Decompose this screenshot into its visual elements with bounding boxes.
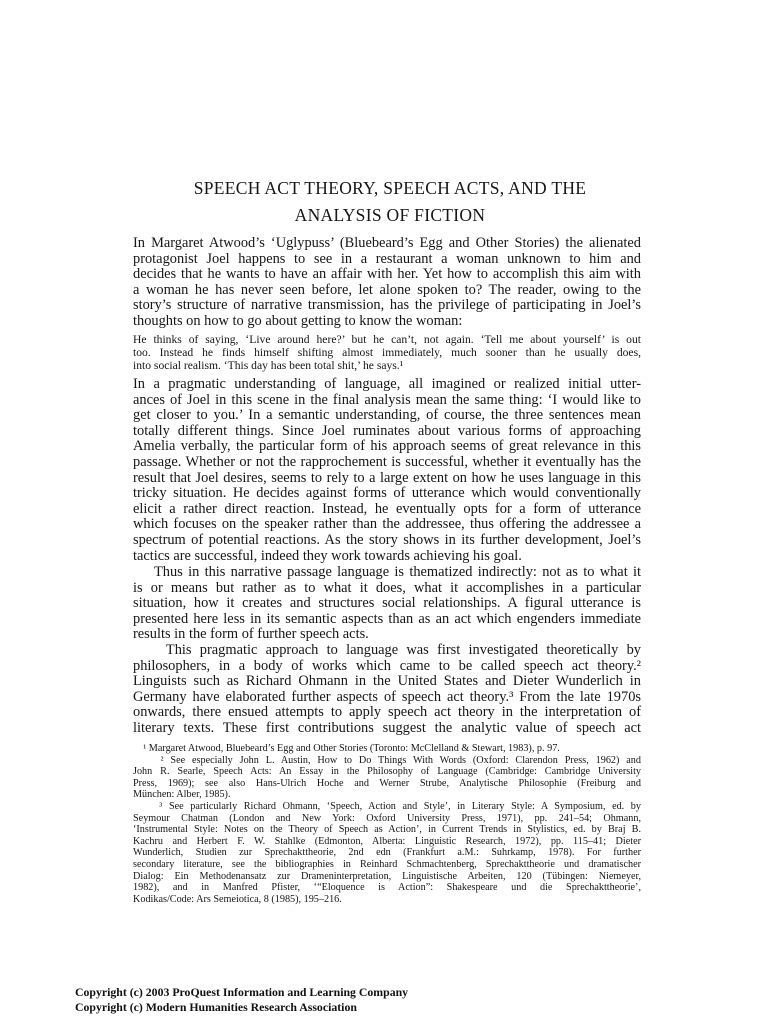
text-line: situation, how it creates and structures social relationships. A figural utterance is	[133, 595, 641, 612]
footnote-line: John R. Searle, Speech Acts: An Essay in the Philosophy of Language (Cambridge: Cambridge University	[133, 766, 641, 778]
text-line: results in the form of further speech acts.	[133, 626, 369, 643]
footnote-line: Kachru and Herbert F. W. Stahlke (Edmonton, Alberta: Linguistic Research, 1972), pp. 115–41; Dieter	[133, 835, 641, 847]
quote-line: into social realism. ‘This day has been total shit,’ he says.¹	[133, 359, 404, 372]
footnote-line: ³ See particularly Richard Ohmann, ‘Speech, Action and Style’, in Literary Style: A Symposium, ed. by	[133, 800, 641, 812]
footnote-line: ² See especially John L. Austin, How to Do Things With Words (Oxford: Clarendon Press, 1962) and	[133, 754, 641, 766]
text-line: Linguists such as Richard Ohmann in the United States and Dieter Wunderlich in	[133, 673, 641, 690]
footnote-line: ¹ Margaret Atwood, Bluebeard’s Egg and Other Stories (Toronto: McClelland & Stewart, 1983), p. 97.	[133, 743, 560, 754]
footnotes	[133, 743, 641, 905]
text-line: presented here less in its semantic aspects than as an act which engenders immediate	[133, 610, 641, 627]
text-line: thoughts on how to go about getting to know the woman:	[133, 312, 463, 329]
text-line: totally different things. Since Joel ruminates about various forms of approaching	[133, 422, 641, 439]
text-line: In a pragmatic understanding of language, all imagined or realized initial utter-	[133, 376, 641, 392]
quote-line: too. Instead he finds himself shifting almost immediately, much sooner than he usually does,	[133, 346, 641, 359]
paragraph-4	[133, 643, 641, 737]
footnote-line: Wunderlich, Studien zur Sprechakttheorie, 2nd edn (Frankfurt a.M.: Suhrkamp, 1978). For further	[133, 847, 641, 859]
title-line: ANALYSIS OF FICTION	[294, 205, 486, 225]
text-line: Germany have elaborated further aspects of speech act theory.³ From the late 1970s	[133, 688, 641, 705]
copyright-line: Copyright (c) Modern Humanities Research Association	[75, 1000, 357, 1014]
quote-line: He thinks of saying, ‘Live around here?’ but he can’t, not again. ‘Tell me about yourself’ is out	[133, 333, 641, 346]
footnote-line: 1982), and in Manfred Pfister, ‘“Eloquence is Action”: Shakespeare und die Sprechakttheorie’,	[133, 882, 641, 894]
text-line: Thus in this narrative passage language is thematized indirectly: not as to what it	[133, 564, 641, 580]
article-title	[130, 175, 650, 229]
copyright-footer	[75, 985, 408, 1015]
footnote-line: ‘Instrumental Style: Notes on the Theory of Speech as Action’, in Current Trends in Stylistics, ed. by Braj B.	[133, 824, 641, 836]
footnote-line: Seymour Chatman (London and New York: Oxford University Press, 1971), pp. 241–54; Ohmann,	[133, 812, 641, 824]
text-line: a woman he has never seen before, let alone spoken to? The reader, owing to the	[133, 281, 641, 298]
text-line: elicit a rather direct reaction. Instead, he eventually opts for a form of utterance	[133, 500, 641, 517]
text-line: Amelia verbally, the particular form of his approach seems of great relevance in this	[133, 438, 641, 455]
text-line: literary texts. These first contributions suggest the analytic value of speech act	[133, 719, 641, 736]
text-line: story’s structure of narrative transmission, has the privilege of participating in Joel’s	[133, 297, 641, 314]
footnote-line: Kodikas/Code: Ars Semeiotica, 8 (1985), 195–216.	[133, 893, 342, 905]
footnote-line: München: Alber, 1985).	[133, 789, 231, 801]
text-line: ances of Joel in this scene in the final analysis mean the same thing: ‘I would like to	[133, 391, 641, 408]
text-line: tactics are successful, indeed they work towards achieving his goal.	[133, 547, 522, 564]
text-line: philosophers, in a body of works which came to be called speech act theory.²	[133, 657, 641, 674]
text-line: spectrum of potential reactions. As the story shows in its further development, Joel’s	[133, 531, 641, 548]
text-line: protagonist Joel happens to see in a restaurant a woman unknown to him and	[133, 250, 641, 267]
paragraph-3	[133, 565, 641, 643]
paragraph-2	[133, 377, 641, 564]
text-line: passage. Whether or not the rapprochement is successful, whether it eventually has the	[133, 453, 641, 470]
block-quote	[133, 333, 641, 372]
text-line: get closer to you.’ In a semantic understanding, of course, the three sentences mean	[133, 407, 641, 424]
text-line: result that Joel desires, seems to rely to a large extent on how he uses language in this	[133, 469, 641, 486]
text-line: tricky situation. He decides against forms of utterance which would conventionally	[133, 485, 641, 502]
text-line: decides that he wants to have an affair with her. Yet how to accomplish this aim with	[133, 266, 641, 283]
text-line: This pragmatic approach to language was first investigated theoretically by	[133, 642, 641, 658]
title-line: SPEECH ACT THEORY, SPEECH ACTS, AND THE	[193, 178, 587, 198]
paragraph-1	[133, 236, 641, 330]
footnote-line: Press, 1969); see also Hans-Ulrich Hoche and Werner Strube, Analytische Philosophie (Freiburg and	[133, 777, 641, 789]
text-line: onwards, there ensued attempts to apply speech act theory in the interpretation of	[133, 704, 641, 721]
text-line: which focuses on the speaker rather than the addressee, thus offering the addressee a	[133, 516, 641, 533]
footnote-line: Dialog: Ein Methodenansatz zur Drameninterpretation, Linguistische Arbeiten, 120 (Tübingen: Niemeyer,	[133, 870, 641, 882]
footnote-line: secondary literature, see the bibliographies in Reinhard Schmachtenberg, Sprechakttheorie und dramatischer	[133, 858, 641, 870]
text-line: is or means but rather as to what it does, what it accomplishes in a particular	[133, 579, 641, 596]
text-line: In Margaret Atwood’s ‘Uglypuss’ (Bluebeard’s Egg and Other Stories) the alienated	[133, 235, 641, 251]
copyright-line: Copyright (c) 2003 ProQuest Information and Learning Company	[75, 985, 409, 999]
